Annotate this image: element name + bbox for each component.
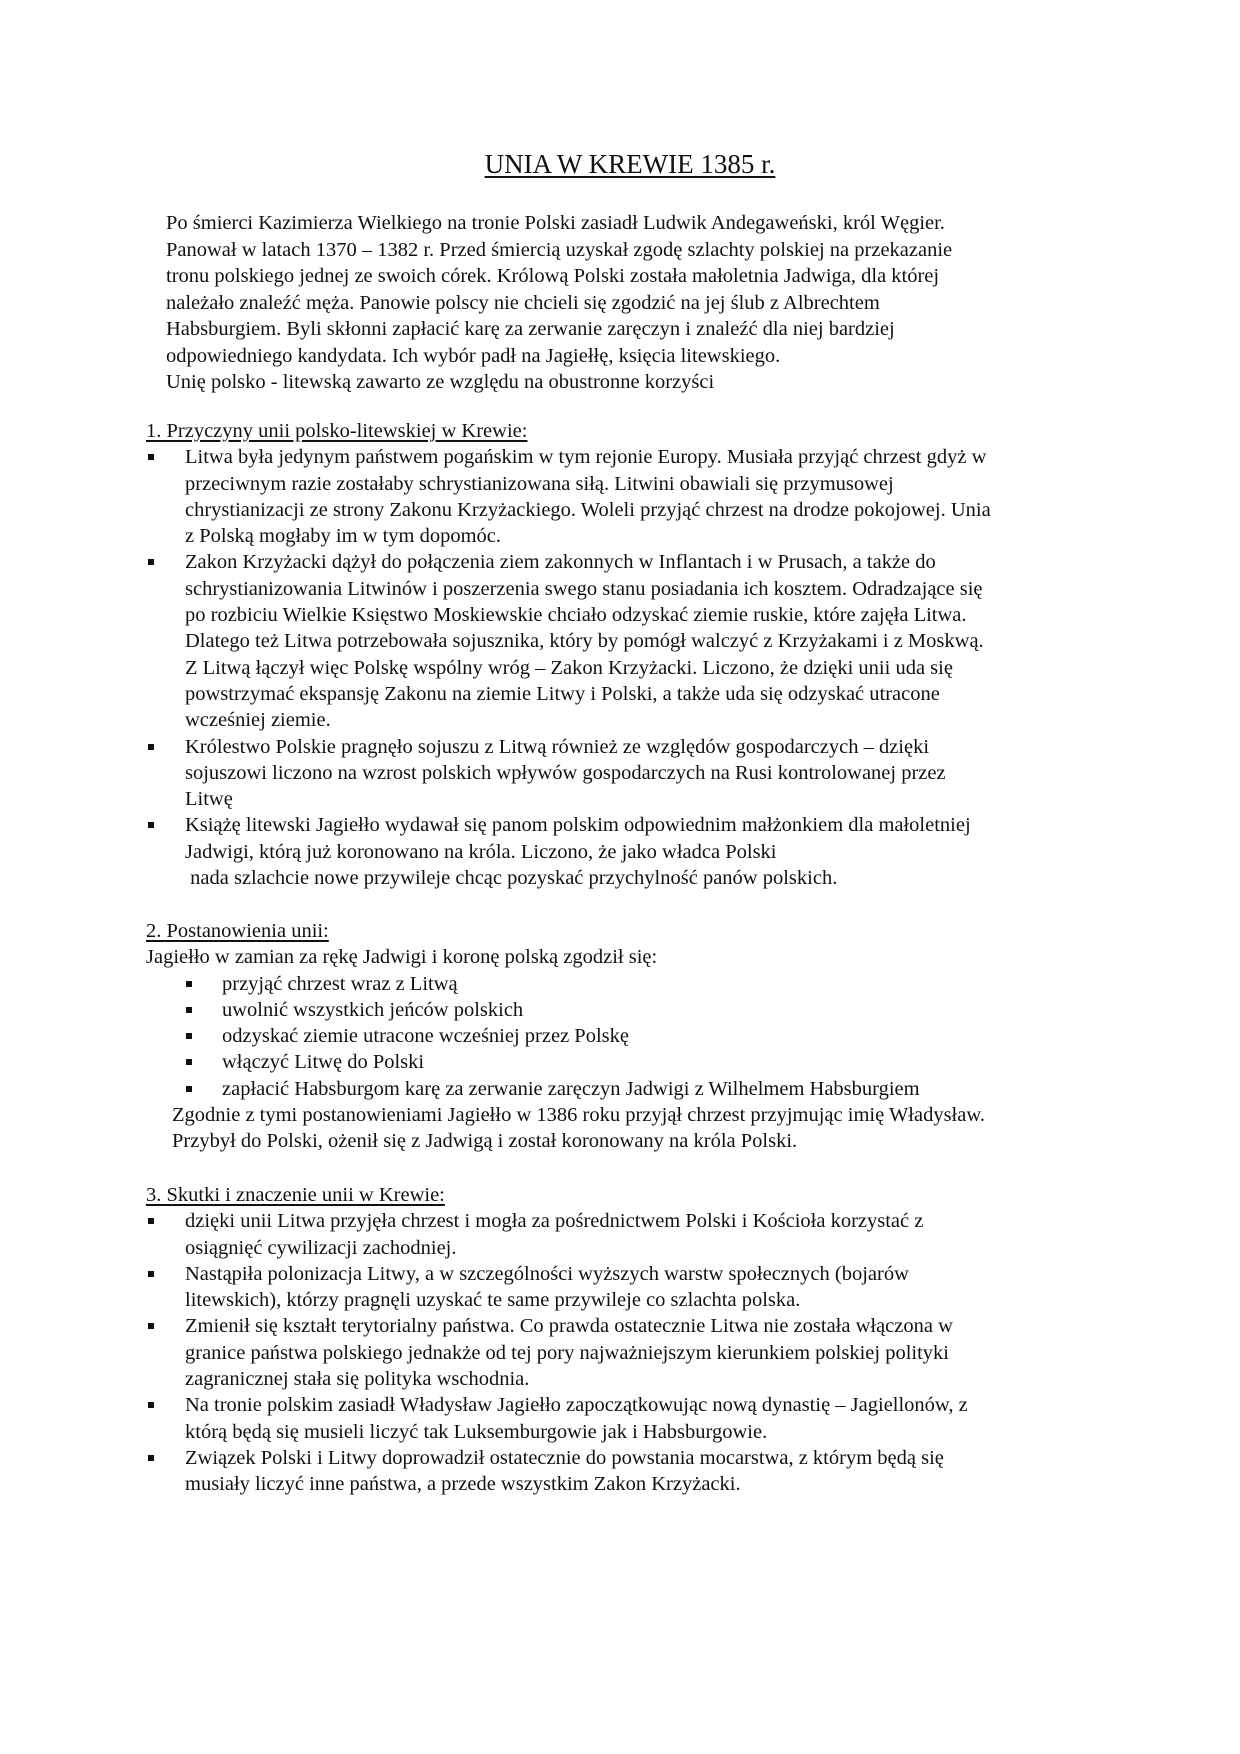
list-item <box>146 997 1096 1023</box>
list-item-text: włączyć Litwę do Polski <box>222 1051 425 1074</box>
intro-line: Panował w latach 1370 – 1382 r. Przed śmiercią uzyskał zgodę szlachty polskiej na przekazanie <box>166 238 953 261</box>
list-item <box>146 549 1096 733</box>
intro-line: należało znaleźć męża. Panowie polscy nie chcieli się zgodzić na jej ślub z Albrechtem <box>166 291 880 314</box>
list-item-line: Litwa była jedynym państwem pogańskim w tym rejonie Europy. Musiała przyjąć chrzest gdyż w <box>185 446 987 469</box>
list-item-line: zagranicznej stała się polityka wschodnia. <box>185 1368 530 1391</box>
effects-list <box>146 1208 1096 1497</box>
list-item <box>146 1313 1096 1392</box>
bullet-square-icon <box>148 1402 154 1408</box>
causes-list <box>146 444 1096 891</box>
list-item-line: Związek Polski i Litwy doprowadził ostatecznie do powstania mocarstwa, z którym będą się <box>185 1446 944 1469</box>
list-item <box>146 1261 1096 1314</box>
section-heading: 3. Skutki i znaczenie unii w Krewie: <box>146 1184 445 1206</box>
section-effects <box>146 1182 1096 1498</box>
list-item-line: granice państwa polskiego jednakże od tej pory najważniejszym kierunkiem polskiej polityki <box>185 1341 949 1364</box>
list-item-line: Zakon Krzyżacki dążył do połączenia ziem zakonnych w Inflantach i w Prusach, a także do <box>185 551 936 574</box>
list-item-line: powstrzymać ekspansję Zakonu na ziemie Litwy i Polski, a także uda się odzyskać utracone <box>185 682 940 705</box>
intro-line: tronu polskiego jednej ze swoich córek. Królową Polski została małoletnia Jadwiga, dla której <box>166 265 940 287</box>
list-item-line: z Polską mogłaby im w tym dopomóc. <box>185 525 502 548</box>
bullet-square-icon <box>148 744 154 750</box>
list-item <box>146 734 1096 813</box>
list-item <box>146 1208 1096 1261</box>
bullet-square-icon <box>148 1455 154 1461</box>
list-item-line: Książę litewski Jagiełło wydawał się panom polskim odpowiednim małżonkiem dla małoletniej <box>185 814 971 837</box>
section-lead: Jagiełło w zamian za rękę Jadwigi i koronę polską zgodził się: <box>146 946 658 969</box>
list-item-line: musiały liczyć inne państwa, a przede wszystkim Zakon Krzyżacki. <box>185 1473 741 1496</box>
bullet-square-icon <box>148 822 154 828</box>
bullet-square-icon <box>148 1323 154 1329</box>
list-item-line: sojuszowi liczono na wzrost polskich wpływów gospodarczych na Rusi kontrolowanej przez <box>185 761 946 784</box>
bullet-square-icon <box>186 981 192 987</box>
list-item-line: Dlatego też Litwa potrzebowała sojusznika, który by pomógł walczyć z Krzyżakami i z Moskwą. <box>185 630 984 653</box>
list-item-line: po rozbiciu Wielkie Księstwo Moskiewskie chciało odzyskać ziemie ruskie, które zajęła Litwa. <box>185 604 967 627</box>
conclusion-line: Przybył do Polski, ożenił się z Jadwigą i został koronowany na króla Polski. <box>172 1130 798 1153</box>
list-item-text: zapłacić Habsburgom karę za zerwanie zaręczyn Jadwigi z Wilhelmem Habsburgiem <box>222 1077 920 1100</box>
list-item-line: Na tronie polskim zasiadł Władysław Jagiełło zapoczątkowując nową dynastię – Jagiellonów, z <box>185 1394 968 1417</box>
bullet-square-icon <box>186 1033 192 1039</box>
list-item-line: schrystianizowania Litwinów i poszerzenia swego stanu posiadania ich kosztem. Odradzające się <box>185 577 983 600</box>
section-heading: 2. Postanowienia unii: <box>146 920 329 942</box>
list-item-line: nada szlachcie nowe przywileje chcąc pozyskać przychylność panów polskich. <box>185 867 838 890</box>
list-item-line: litewskich), którzy pragnęli uzyskać te same przywileje co szlachta polska. <box>185 1289 801 1312</box>
conclusion-line: Zgodnie z tymi postanowieniami Jagiełło w 1386 roku przyjął chrzest przyjmując imię Władysław. <box>172 1104 985 1127</box>
bullet-square-icon <box>148 1271 154 1277</box>
list-item-line: wcześniej ziemie. <box>185 709 331 732</box>
section-heading: 1. Przyczyny unii polsko-litewskiej w Krewie: <box>146 420 528 442</box>
list-item-line: Zmienił się kształt terytorialny państwa. Co prawda ostatecznie Litwa nie została włączona w <box>185 1315 953 1338</box>
list-item <box>146 1023 1096 1049</box>
intro-line: Habsburgiem. Byli skłonni zapłacić karę za zerwanie zaręczyn i znaleźć dla niej bardziej <box>166 318 895 340</box>
bullet-square-icon <box>148 1218 154 1224</box>
list-item-line: dzięki unii Litwa przyjęła chrzest i mogła za pośrednictwem Polski i Kościoła korzystać z <box>185 1210 924 1233</box>
list-item-text: uwolnić wszystkich jeńców polskich <box>222 998 524 1021</box>
bullet-square-icon <box>148 454 154 460</box>
list-item <box>146 1076 1096 1102</box>
intro-line: odpowiedniego kandydata. Ich wybór padł na Jagiełłę, księcia litewskiego. <box>166 344 781 367</box>
list-item-text: odzyskać ziemie utracone wcześniej przez Polskę <box>222 1025 629 1048</box>
decisions-list <box>146 971 1096 1102</box>
list-item-line: którą będą się musieli liczyć tak Luksemburgowie jak i Habsburgowie. <box>185 1420 768 1443</box>
bullet-square-icon <box>186 1086 192 1092</box>
bullet-square-icon <box>186 1007 192 1013</box>
list-item <box>146 971 1096 997</box>
list-item-line: Jadwigi, którą już koronowano na króla. Liczono, że jako władca Polski <box>185 840 777 863</box>
intro-line: Unię polsko - litewską zawarto ze względu na obustronne korzyści <box>166 371 715 393</box>
section-causes <box>146 418 1096 891</box>
intro-paragraph <box>166 210 1096 396</box>
list-item-line: Królestwo Polskie pragnęło sojuszu z Litwą również ze względów gospodarczych – dzięki <box>185 735 930 758</box>
intro-line: Po śmierci Kazimierza Wielkiego na tronie Polski zasiadł Ludwik Andegaweński, król Węgier. <box>166 212 945 234</box>
list-item <box>146 1445 1096 1498</box>
list-item <box>146 444 1096 549</box>
list-item-line: Nastąpiła polonizacja Litwy, a w szczególności wyższych warstw społecznych (bojarów <box>185 1262 909 1285</box>
list-item-line: chrystianizacji ze strony Zakonu Krzyżackiego. Woleli przyjąć chrzest na drodze pokojowej. Unia <box>185 498 991 521</box>
list-item-line: Litwę <box>185 788 233 811</box>
list-item <box>146 1049 1096 1075</box>
bullet-square-icon <box>186 1059 192 1065</box>
list-item-line: osiągnięć cywilizacji zachodniej. <box>185 1236 457 1259</box>
list-item-line: przeciwnym razie zostałaby schrystianizowana siłą. Litwini obawiali się przymusowej <box>185 472 894 495</box>
list-item-line: Z Litwą łączył więc Polskę wspólny wróg – Zakon Krzyżacki. Liczono, że dzięki unii uda się <box>185 656 953 679</box>
list-item <box>146 1392 1096 1445</box>
list-item-text: przyjąć chrzest wraz z Litwą <box>222 972 458 995</box>
list-item <box>146 812 1096 891</box>
section-decisions <box>146 918 1096 1155</box>
bullet-square-icon <box>148 559 154 565</box>
document-title: UNIA W KREWIE 1385 r. <box>484 149 776 179</box>
